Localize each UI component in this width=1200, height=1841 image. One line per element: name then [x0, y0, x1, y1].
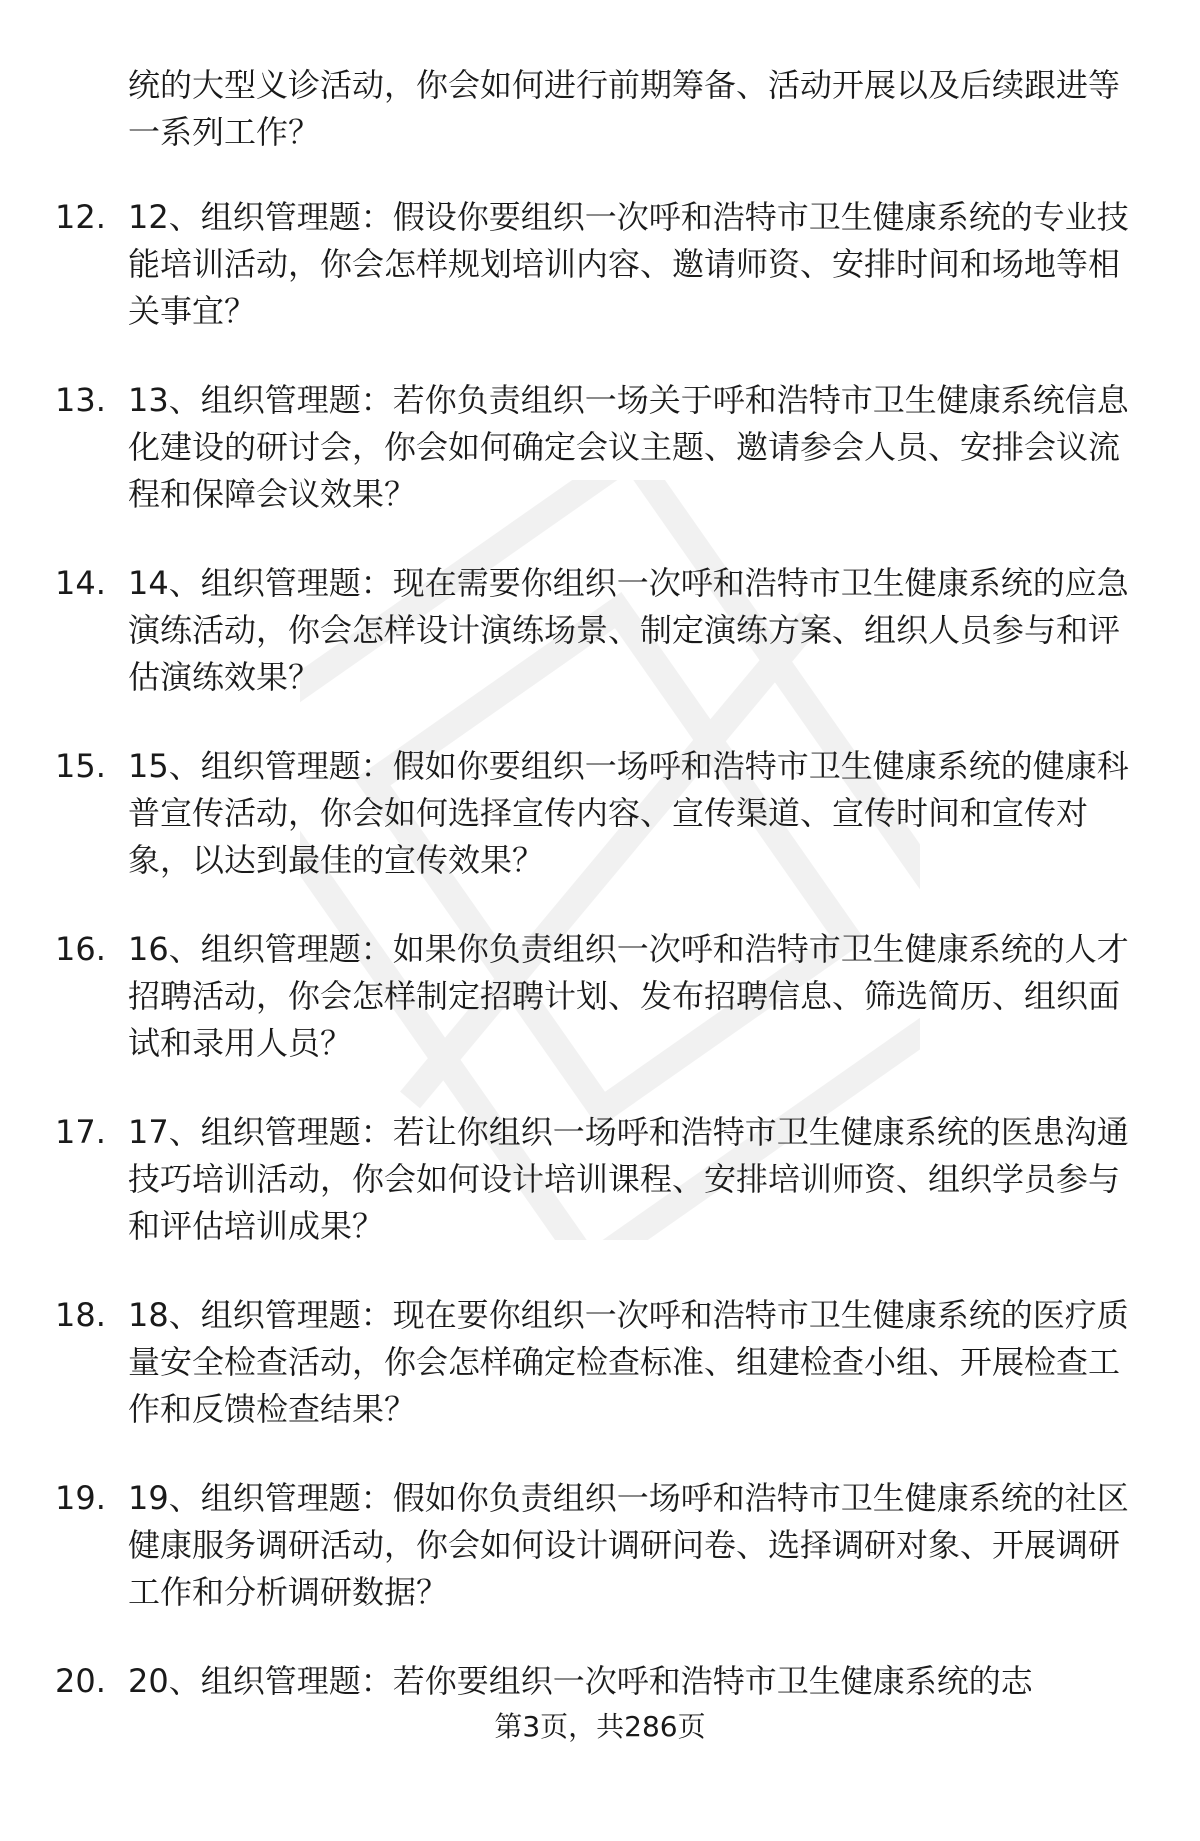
- question-number: 16.: [55, 930, 106, 968]
- list-item: [0, 1475, 1200, 1658]
- question-number: 13.: [55, 381, 106, 419]
- list-item: [0, 743, 1200, 926]
- question-text: 14、组织管理题：现在需要你组织一次呼和浩特市卫生健康系统的应急演练活动，你会怎样设计演练场景、制定演练方案、组织人员参与和评估演练效果？: [128, 564, 1129, 696]
- list-item: [0, 1109, 1200, 1292]
- question-number: 14.: [55, 564, 106, 602]
- question-text: 18、组织管理题：现在要你组织一次呼和浩特市卫生健康系统的医疗质量安全检查活动，你会怎样确定检查标准、组建检查小组、开展检查工作和反馈检查结果？: [128, 1296, 1129, 1428]
- list-item: [0, 926, 1200, 1109]
- list-item: [0, 1658, 1200, 1841]
- page-footer: 第3页，共286页: [494, 1710, 706, 1743]
- question-text: 15、组织管理题：假如你要组织一场呼和浩特市卫生健康系统的健康科普宣传活动，你会如何选择宣传内容、宣传渠道、宣传时间和宣传对象，以达到最佳的宣传效果？: [128, 747, 1129, 879]
- question-number: 15.: [55, 747, 106, 785]
- question-text: 20、组织管理题：若你要组织一次呼和浩特市卫生健康系统的志: [128, 1662, 1033, 1700]
- question-text: 13、组织管理题：若你负责组织一场关于呼和浩特市卫生健康系统信息化建设的研讨会，你会如何确定会议主题、邀请参会人员、安排会议流程和保障会议效果？: [128, 381, 1129, 513]
- question-text: 19、组织管理题：假如你负责组织一场呼和浩特市卫生健康系统的社区健康服务调研活动，你会如何设计调研问卷、选择调研对象、开展调研工作和分析调研数据？: [128, 1479, 1129, 1611]
- question-number: 19.: [55, 1479, 106, 1517]
- question-number: 12.: [55, 198, 106, 236]
- question-list: [0, 194, 1200, 1841]
- question-number: 20.: [55, 1662, 106, 1700]
- list-item: [0, 1292, 1200, 1475]
- continuation-paragraph: 统的大型义诊活动，你会如何进行前期筹备、活动开展以及后续跟进等一系列工作？: [128, 66, 1121, 151]
- question-text: 17、组织管理题：若让你组织一场呼和浩特市卫生健康系统的医患沟通技巧培训活动，你会如何设计培训课程、安排培训师资、组织学员参与和评估培训成果？: [128, 1113, 1129, 1245]
- question-number: 17.: [55, 1113, 106, 1151]
- list-item: [0, 560, 1200, 743]
- list-item: [0, 194, 1200, 377]
- list-item: [0, 377, 1200, 560]
- question-number: 18.: [55, 1296, 106, 1334]
- question-text: 16、组织管理题：如果你负责组织一次呼和浩特市卫生健康系统的人才招聘活动，你会怎样制定招聘计划、发布招聘信息、筛选简历、组织面试和录用人员？: [128, 930, 1129, 1062]
- question-text: 12、组织管理题：假设你要组织一次呼和浩特市卫生健康系统的专业技能培训活动，你会怎样规划培训内容、邀请师资、安排时间和场地等相关事宜？: [128, 198, 1129, 330]
